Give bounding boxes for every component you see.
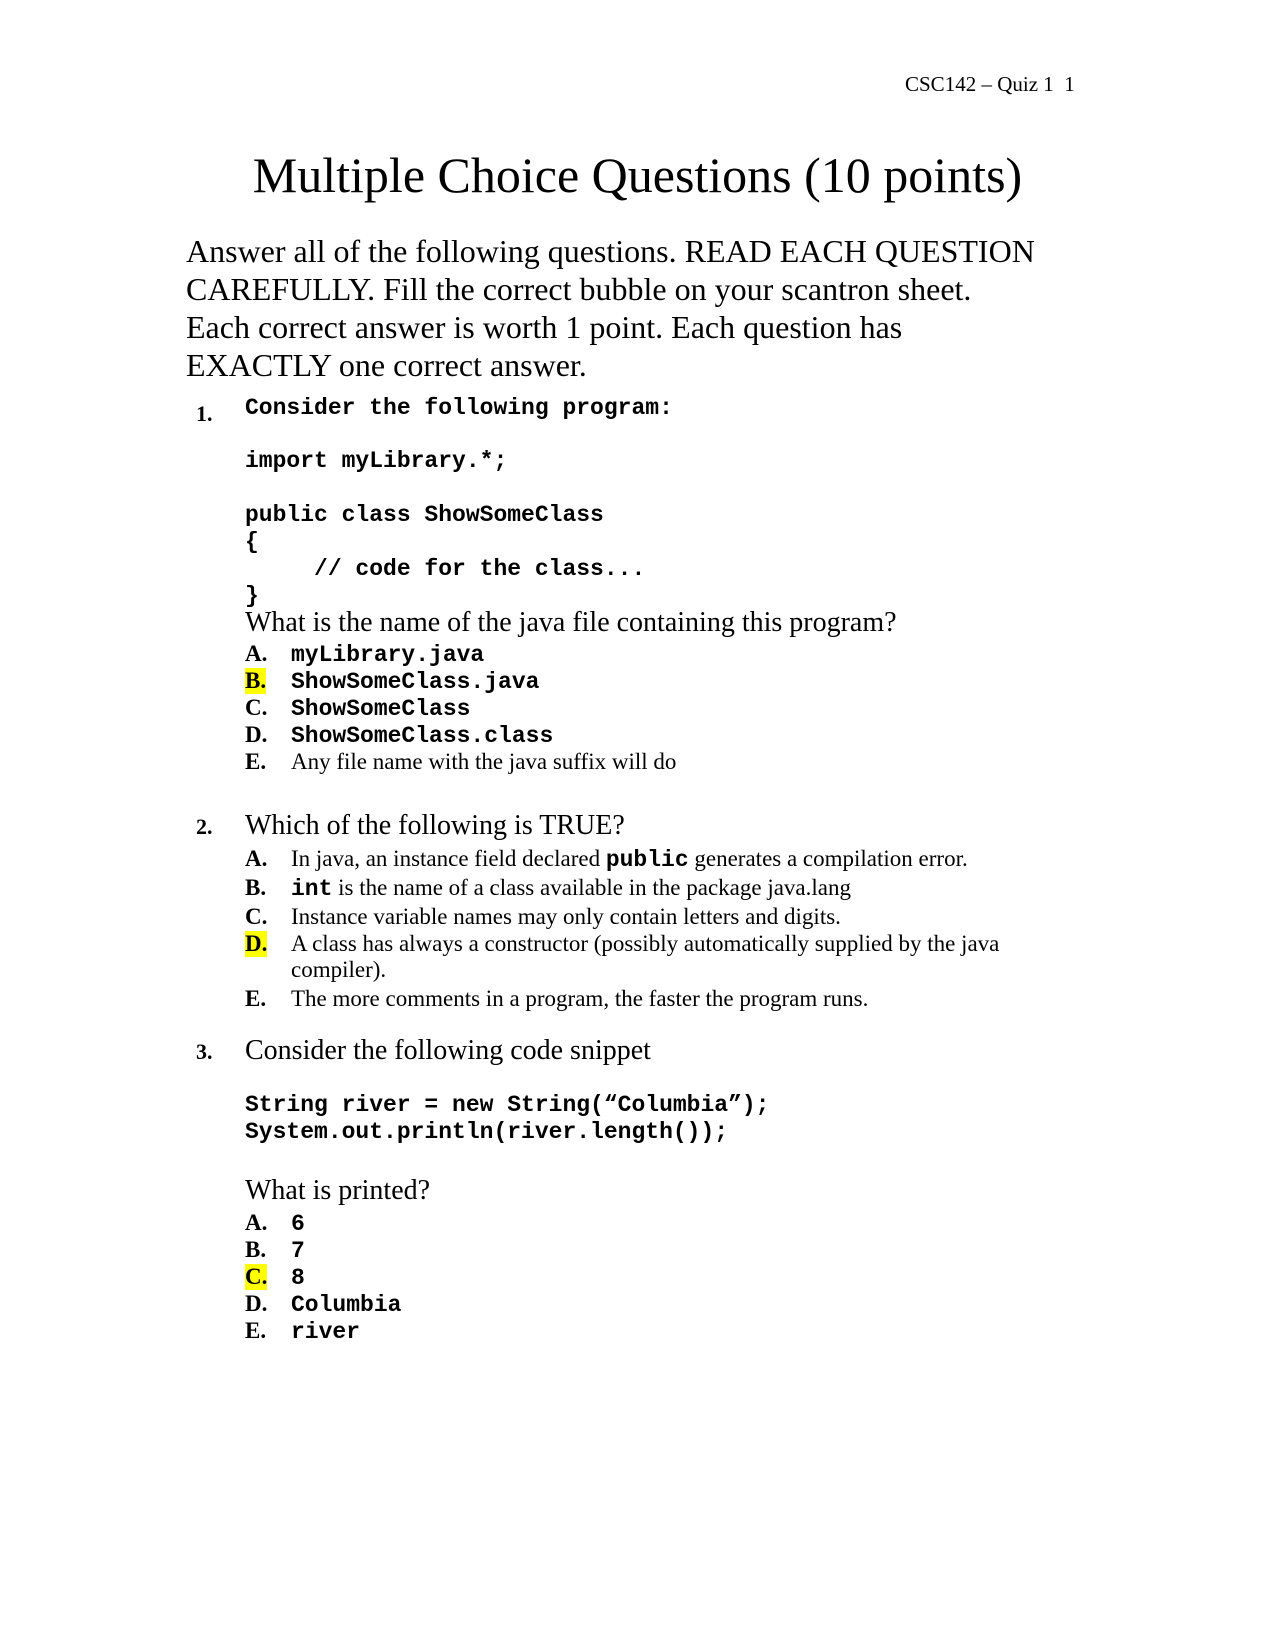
option-c: [245, 1264, 305, 1291]
option-text-pre: In java, an instance field declared: [291, 846, 606, 871]
option-letter: A.: [245, 1210, 268, 1235]
code-line: import myLibrary.*;: [245, 448, 508, 474]
option-a: [245, 1210, 305, 1237]
question-text: Which of the following is TRUE?: [245, 810, 625, 841]
page-title: Multiple Choice Questions (10 points): [252, 147, 1023, 203]
instructions-line: CAREFULLY. Fill the correct bubble on your scantron sheet.: [186, 271, 972, 307]
option-e: [245, 749, 676, 775]
option-letter: D.: [245, 1291, 268, 1316]
option-letter: E.: [245, 749, 267, 774]
option-text: myLibrary.java: [291, 642, 485, 668]
question-prompt: Consider the following code snippet: [245, 1035, 651, 1066]
option-text-post: is the name of a class available in the package java.lang: [332, 875, 851, 900]
instructions-line: Each correct answer is worth 1 point. Each question has: [186, 309, 903, 345]
code-line: // code for the class...: [245, 556, 646, 582]
option-text: Instance variable names may only contain letters and digits.: [291, 904, 841, 929]
option-text: 8: [291, 1265, 305, 1291]
question-text: What is the name of the java file containing this program?: [245, 607, 897, 638]
option-letter: C.: [245, 904, 268, 929]
option-code: public: [605, 847, 689, 873]
option-c: [245, 695, 470, 722]
option-d: [245, 931, 999, 983]
option-text: Columbia: [291, 1292, 402, 1318]
option-letter: C.: [245, 695, 268, 720]
option-text-line: A class has always a constructor (possibly automatically supplied by the java: [291, 931, 1000, 956]
option-text: ShowSomeClass: [291, 696, 471, 722]
option-text: river: [291, 1319, 361, 1345]
option-a: [245, 641, 484, 668]
option-b: [245, 668, 539, 695]
instructions: [186, 232, 1086, 384]
option-a: [245, 846, 968, 873]
option-letter-correct: C.: [245, 1264, 268, 1289]
option-text: 6: [291, 1211, 305, 1237]
option-text-post: generates a compilation error.: [688, 846, 968, 871]
instructions-line: EXACTLY one correct answer.: [186, 347, 587, 383]
option-letter: D.: [245, 722, 268, 747]
page-header: CSC142 – Quiz 1 1: [905, 72, 1075, 96]
option-text: 7: [291, 1238, 305, 1264]
option-text-line: compiler).: [291, 957, 387, 982]
code-line: {: [245, 529, 259, 555]
question-text: What is printed?: [245, 1175, 431, 1206]
option-e: [245, 1318, 360, 1345]
code-line: String river = new String(“Columbia”);: [245, 1092, 770, 1118]
option-letter: E.: [245, 1318, 267, 1343]
option-text: ShowSomeClass.java: [291, 669, 540, 695]
option-letter: B.: [245, 1237, 267, 1262]
instructions-line: Answer all of the following questions. READ EACH QUESTION: [186, 233, 1035, 269]
option-letter: E.: [245, 986, 267, 1011]
option-letter: B.: [245, 875, 267, 900]
code-line: public class ShowSomeClass: [245, 502, 604, 528]
option-b: [245, 875, 851, 902]
option-letter-correct: D.: [245, 931, 268, 956]
question-number: 3.: [196, 1039, 213, 1064]
question-number: 2.: [196, 814, 213, 839]
option-letter: A.: [245, 846, 268, 871]
code-line: }: [245, 583, 259, 609]
option-code: int: [291, 876, 333, 902]
code-line: System.out.println(river.length());: [245, 1119, 729, 1145]
option-d: [245, 1291, 401, 1318]
option-letter-correct: B.: [245, 668, 267, 693]
option-text: ShowSomeClass.class: [291, 723, 554, 749]
option-letter: A.: [245, 641, 268, 666]
option-text: Any file name with the java suffix will do: [291, 749, 677, 774]
option-b: [245, 1237, 305, 1264]
option-e: [245, 986, 868, 1012]
option-c: [245, 904, 841, 930]
option-d: [245, 722, 553, 749]
option-text: The more comments in a program, the faster the program runs.: [291, 986, 869, 1011]
question-number: 1.: [196, 401, 213, 426]
question-prompt: Consider the following program:: [245, 395, 673, 421]
